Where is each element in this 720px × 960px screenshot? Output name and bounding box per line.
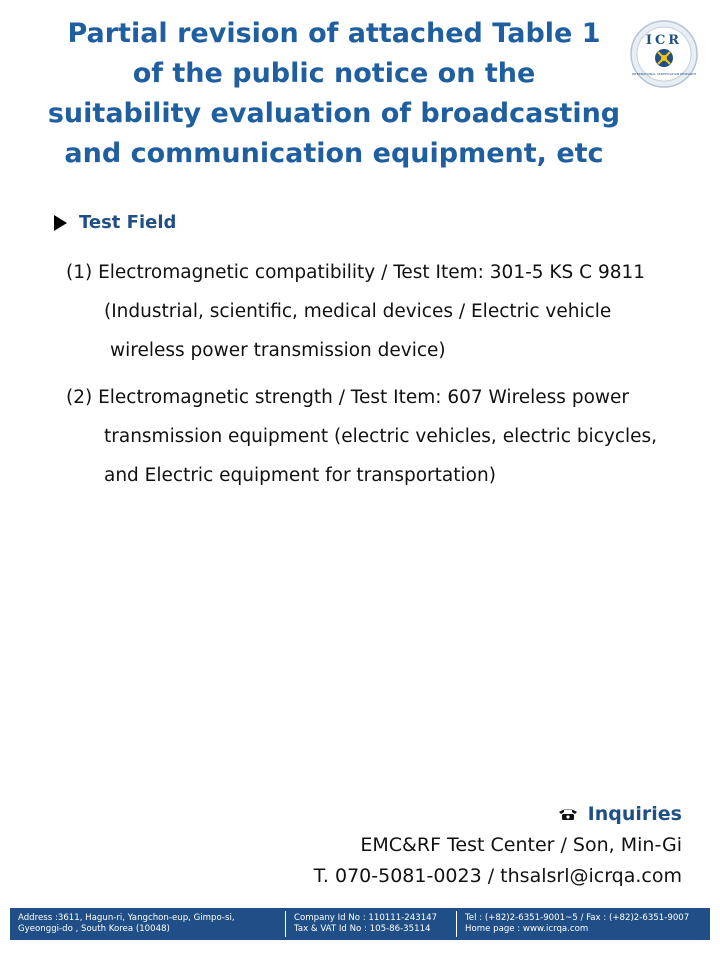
test-item-2 xyxy=(66,378,706,495)
item-line: (2) Electromagnetic strength / Test Item: 607 Wireless power xyxy=(66,387,630,408)
footer-contact xyxy=(457,908,710,940)
footer-tax-id: Tax & VAT Id No : 105-86-35114 xyxy=(294,924,431,934)
footer-address-line: Address :3611, Hagun-ri, Yangchon-eup, Gimpo-si, xyxy=(18,913,235,923)
item-line: transmission equipment (electric vehicles, electric bicycles, xyxy=(104,426,658,447)
item-line: (1) Electromagnetic compatibility / Test Item: 301-5 KS C 9811 xyxy=(66,262,646,283)
inquiries-contact: EMC&RF Test Center / Son, Min-Gi xyxy=(360,834,682,856)
inquiries-heading-label: Inquiries xyxy=(587,803,682,825)
section-heading xyxy=(54,212,176,233)
footer-tel-fax: Tel : (+82)2-6351-9001~5 / Fax : (+82)2-6351-9007 xyxy=(465,913,690,923)
title-line: and communication equipment, etc xyxy=(64,138,604,169)
footer-address-line: Gyeonggi-do , South Korea (10048) xyxy=(18,924,170,934)
item-line: (Industrial, scientific, medical devices / Electric vehicle xyxy=(104,301,612,322)
telephone-icon xyxy=(558,807,578,821)
test-item-1 xyxy=(66,253,706,370)
footer-homepage: Home page : www.icrqa.com xyxy=(465,924,589,934)
item-line: and Electric equipment for transportation) xyxy=(104,465,496,486)
footer-company-id: Company Id No : 110111-243147 xyxy=(294,913,438,923)
footer-bar xyxy=(10,908,710,940)
title-line: suitability evaluation of broadcasting xyxy=(47,98,621,129)
inquiries-heading xyxy=(558,803,682,825)
footer-address xyxy=(10,908,285,940)
title-line: of the public notice on the xyxy=(132,58,536,89)
page-title xyxy=(20,14,648,174)
logo-subtitle: INTERNATIONAL CERTIFICATION RESEARCH xyxy=(631,72,697,76)
icr-seal-logo xyxy=(630,20,698,88)
section-heading-label: Test Field xyxy=(79,212,177,233)
item-line: wireless power transmission device) xyxy=(110,340,446,361)
footer-ids xyxy=(286,908,456,940)
triangle-bullet-icon xyxy=(54,215,67,231)
logo-text: ICR xyxy=(645,33,683,48)
title-line: Partial revision of attached Table 1 xyxy=(67,18,601,49)
inquiries-phone-email: T. 070-5081-0023 / thsalsrl@icrqa.com xyxy=(313,865,682,887)
